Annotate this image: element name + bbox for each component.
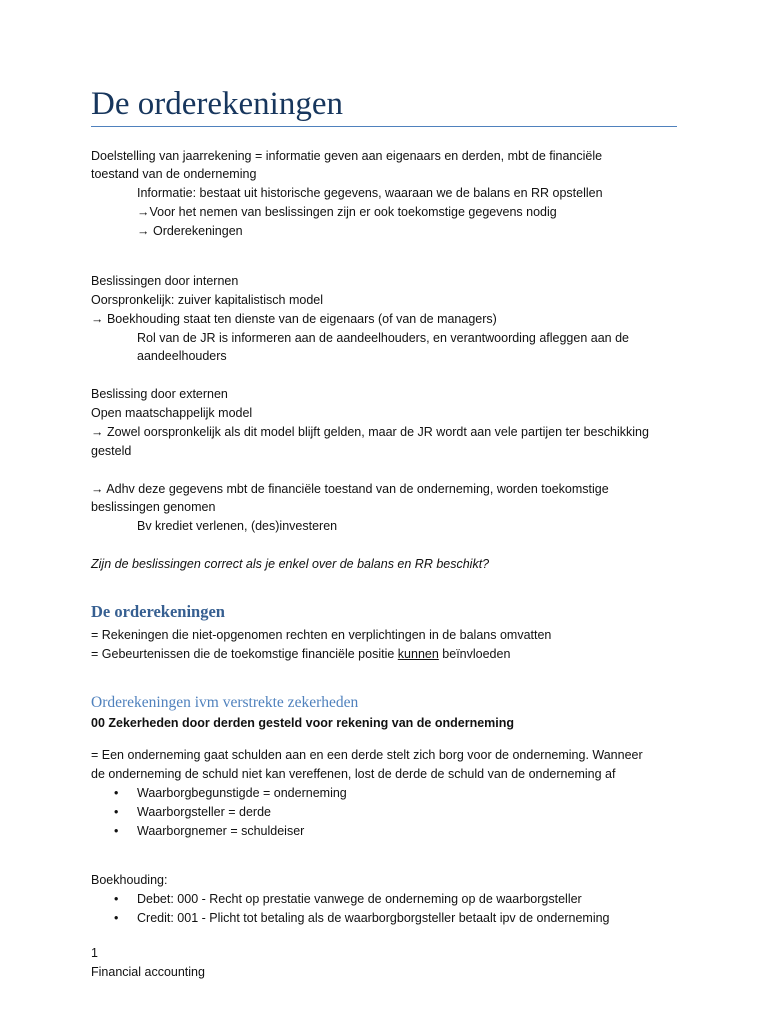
subsection-subtitle: 00 Zekerheden door derden gesteld voor rekening van de onderneming: [91, 716, 515, 730]
intro-indent-1: Informatie: bestaat uit historische gegevens, waaraan we de balans en RR opstellen: [137, 186, 603, 200]
internal-indent-1: Rol van de JR is informeren aan de aandeelhouders, en verantwoording afleggen aan de: [137, 331, 629, 345]
external-line-3: → Zowel oorspronkelijk als dit model blijft gelden, maar de JR wordt aan vele partijen ter beschikking: [91, 425, 649, 439]
page-number: 1: [91, 946, 98, 960]
bookkeeping-debet: Debet: 000 - Recht op prestatie vanwege de onderneming op de waarborgsteller: [137, 892, 582, 906]
bookkeeping-label: Boekhouding:: [91, 873, 168, 887]
bullet-icon: •: [114, 892, 119, 906]
definition-2-prefix: = Gebeurtenissen die de toekomstige financiële positie: [91, 647, 398, 661]
bookkeeping-credit: Credit: 001 - Plicht tot betaling als de waarborgborgsteller betaalt ipv de onderneming: [137, 911, 610, 925]
future-indent-1: Bv krediet verlenen, (des)investeren: [137, 519, 338, 533]
intro-indent-3: → Orderekeningen: [137, 224, 243, 238]
list-item: Waarborgnemer = schuldeiser: [137, 824, 305, 838]
section-heading: De orderekeningen: [91, 602, 225, 621]
future-line-2: beslissingen genomen: [91, 500, 216, 514]
external-line-2: Open maatschappelijk model: [91, 406, 253, 420]
subsection-paragraph-2: de onderneming de schuld niet kan vereffenen, lost de derde de schuld van de onderneming af: [91, 767, 616, 781]
section-definition-1: = Rekeningen die niet-opgenomen rechten en verplichtingen in de balans omvatten: [91, 628, 552, 642]
future-line-1: → Adhv deze gegevens mbt de financiële toestand van de onderneming, worden toekomstige: [91, 482, 609, 496]
bullet-icon: •: [114, 786, 119, 800]
section-definition-2: [91, 645, 510, 664]
internal-line-2: Oorspronkelijk: zuiver kapitalistisch model: [91, 293, 324, 307]
intro-indent-2: →Voor het nemen van beslissingen zijn er ook toekomstige gegevens nodig: [137, 205, 557, 219]
definition-2-underlined: kunnen: [397, 647, 439, 661]
page-title: De orderekeningen: [91, 86, 343, 122]
definition-2-suffix: beïnvloeden: [438, 647, 511, 661]
subsection-heading: Orderekeningen ivm verstrekte zekerheden: [91, 694, 359, 711]
subsection-paragraph-1: = Een onderneming gaat schulden aan en een derde stelt zich borg voor de onderneming. Wanneer: [91, 748, 643, 762]
question-text: Zijn de beslissingen correct als je enkel over de balans en RR beschikt?: [91, 557, 490, 571]
bullet-icon: •: [114, 805, 119, 819]
internal-indent-2: aandeelhouders: [137, 349, 227, 363]
internal-line-1: Beslissingen door internen: [91, 274, 239, 288]
footer-course: Financial accounting: [91, 965, 205, 979]
list-item: Waarborgsteller = derde: [137, 805, 271, 819]
bullet-icon: •: [114, 911, 119, 925]
internal-line-3: → Boekhouding staat ten dienste van de eigenaars (of van de managers): [91, 312, 497, 326]
bullet-icon: •: [114, 824, 119, 838]
list-item: Waarborgbegunstigde = onderneming: [137, 786, 347, 800]
intro-line-1: Doelstelling van jaarrekening = informatie geven aan eigenaars en derden, mbt de financiële: [91, 149, 603, 163]
external-line-4: gesteld: [91, 444, 132, 458]
intro-line-2: toestand van de onderneming: [91, 167, 257, 181]
title-underline-rule: [91, 126, 677, 127]
external-line-1: Beslissing door externen: [91, 387, 228, 401]
